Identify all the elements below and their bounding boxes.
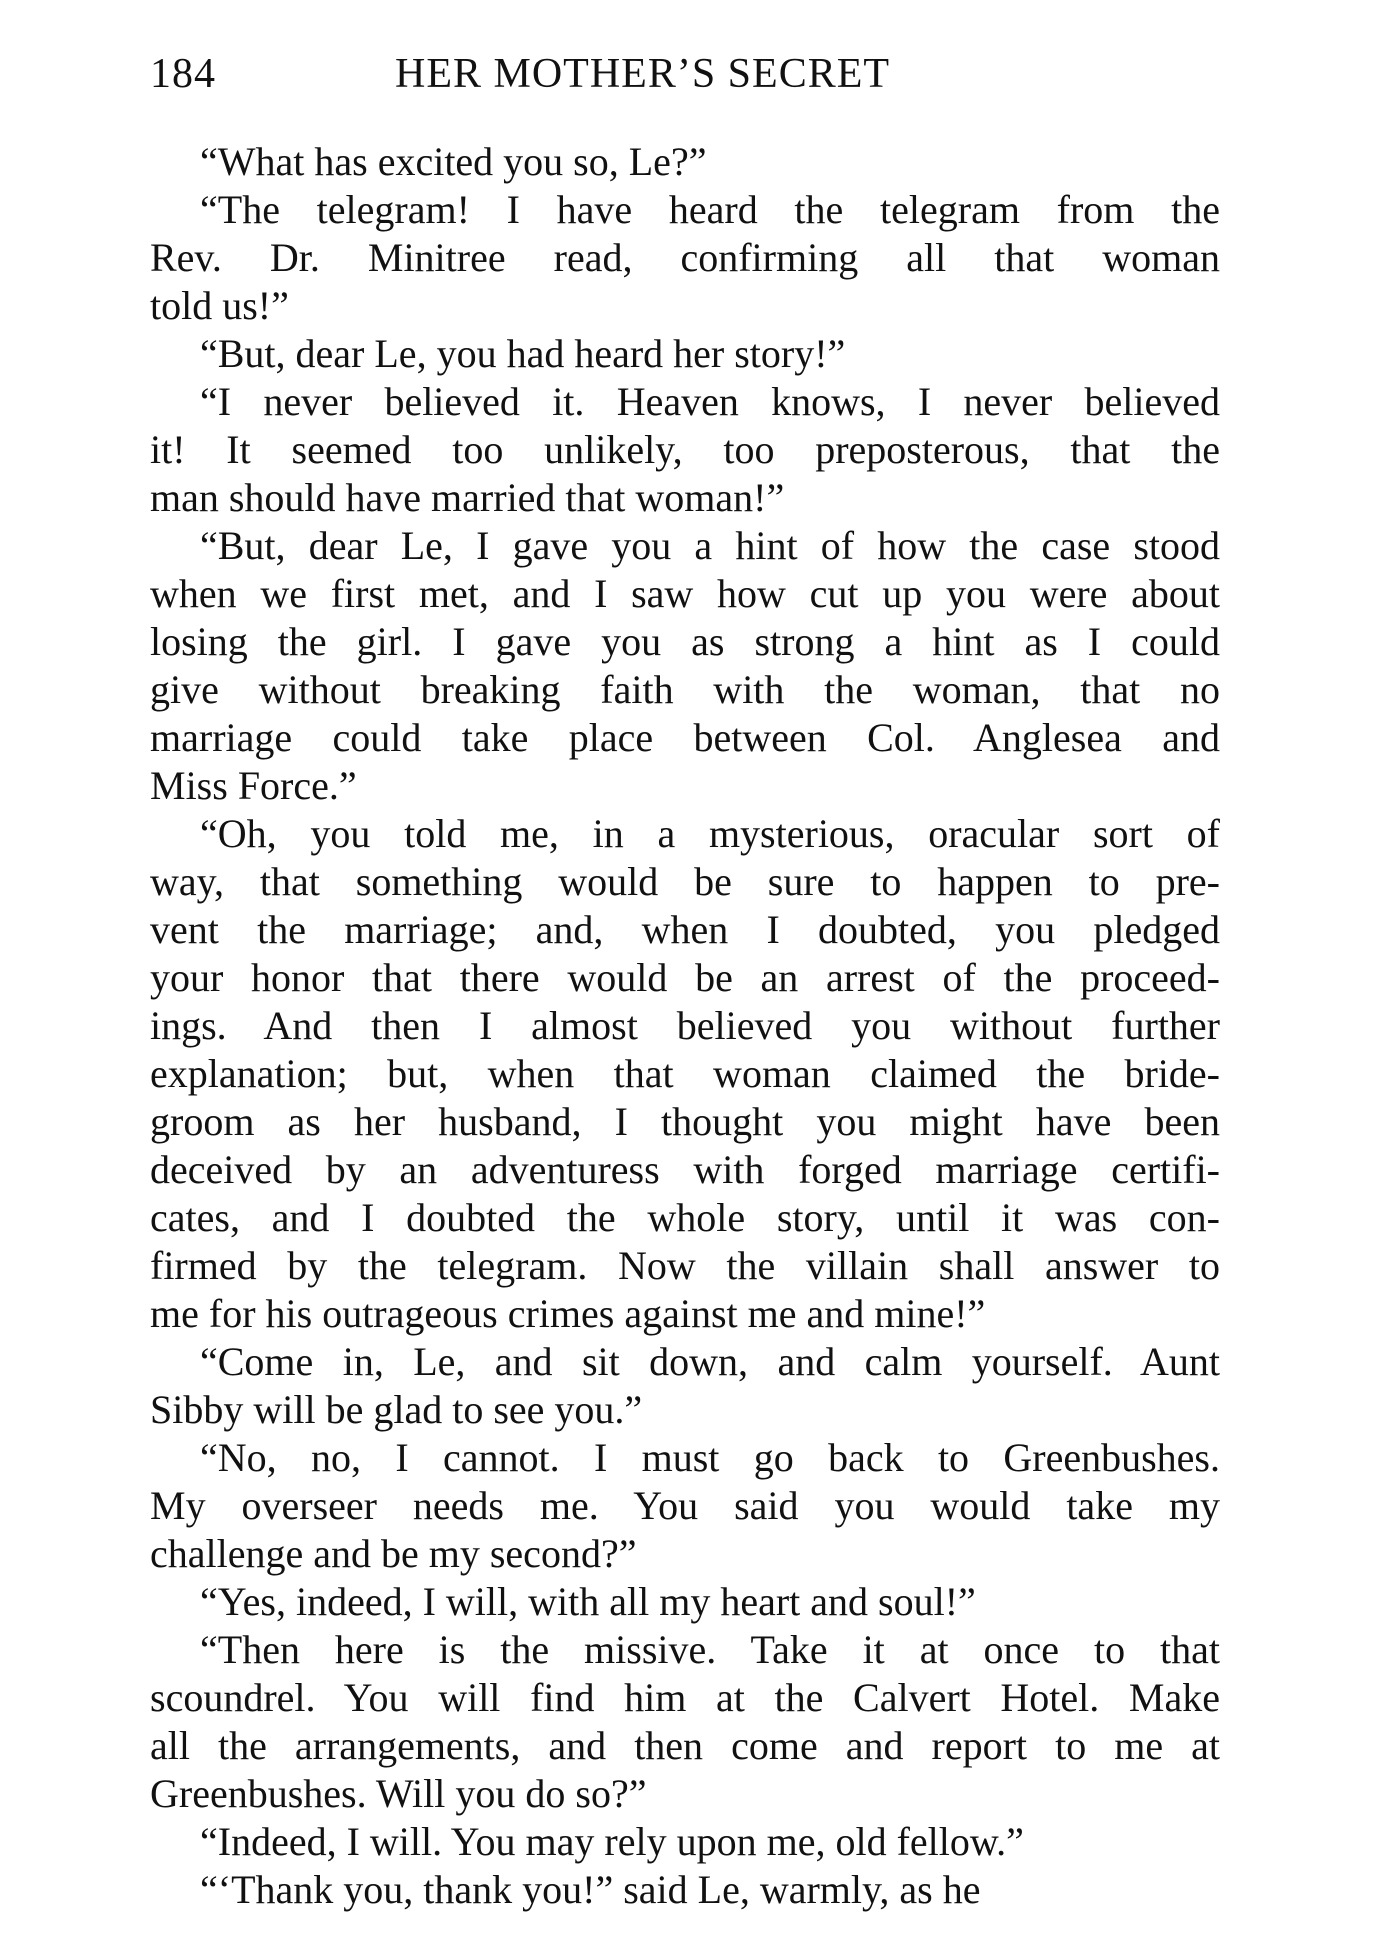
text-line: it! It seemed too unlikely, too preposterous, that the (150, 427, 1220, 472)
text-line: “What has excited you so, Le?” (200, 139, 707, 184)
text-line: ings. And then I almost believed you without further (150, 1003, 1220, 1048)
paragraph (150, 1818, 1220, 1866)
paragraph (150, 186, 1220, 330)
paragraph (150, 138, 1220, 186)
paragraph (150, 1434, 1220, 1578)
paragraph (150, 1626, 1220, 1818)
text-line: explanation; but, when that woman claimed the bride- (150, 1051, 1220, 1096)
text-line: all the arrangements, and then come and report to me at (150, 1723, 1220, 1768)
body-text (150, 138, 1220, 1914)
text-line: “But, dear Le, you had heard her story!” (200, 331, 846, 376)
text-line: give without breaking faith with the woman, that no (150, 667, 1220, 712)
text-line: cates, and I doubted the whole story, until it was con- (150, 1195, 1220, 1240)
paragraph (150, 1578, 1220, 1626)
text-line: Rev. Dr. Minitree read, confirming all that woman (150, 235, 1220, 280)
text-line: firmed by the telegram. Now the villain shall answer to (150, 1243, 1220, 1288)
paragraph (150, 330, 1220, 378)
page-header (150, 50, 1220, 110)
paragraph (150, 522, 1220, 810)
text-line: Sibby will be glad to see you.” (150, 1387, 643, 1432)
paragraph (150, 1338, 1220, 1434)
text-line: challenge and be my second?” (150, 1531, 637, 1576)
text-line: Greenbushes. Will you do so?” (150, 1771, 647, 1816)
text-line: vent the marriage; and, when I doubted, you pledged (150, 907, 1220, 952)
text-line: “I never believed it. Heaven knows, I never believed (200, 379, 1220, 424)
text-line: your honor that there would be an arrest of the proceed- (150, 955, 1220, 1000)
text-line: groom as her husband, I thought you might have been (150, 1099, 1220, 1144)
text-line: My overseer needs me. You said you would take my (150, 1483, 1220, 1528)
text-line: “But, dear Le, I gave you a hint of how the case stood (200, 523, 1220, 568)
paragraph (150, 378, 1220, 522)
text-line: scoundrel. You will find him at the Calvert Hotel. Make (150, 1675, 1220, 1720)
text-line: losing the girl. I gave you as strong a hint as I could (150, 619, 1220, 664)
text-line: “‘Thank you, thank you!” said Le, warmly, as he (200, 1867, 981, 1912)
page-number: 184 (150, 51, 216, 97)
running-head: HER MOTHER’S SECRET (395, 51, 891, 97)
text-line: “The telegram! I have heard the telegram from the (200, 187, 1220, 232)
text-line: “Indeed, I will. You may rely upon me, old fellow.” (200, 1819, 1024, 1864)
text-line: Miss Force.” (150, 763, 357, 808)
paragraph (150, 810, 1220, 1338)
text-line: “No, no, I cannot. I must go back to Greenbushes. (200, 1435, 1220, 1480)
text-line: me for his outrageous crimes against me and mine!” (150, 1291, 986, 1336)
text-line: deceived by an adventuress with forged marriage certifi- (150, 1147, 1220, 1192)
text-line: “Then here is the missive. Take it at once to that (200, 1627, 1220, 1672)
book-page (150, 50, 1220, 1914)
text-line: “Yes, indeed, I will, with all my heart and soul!” (200, 1579, 976, 1624)
text-line: when we first met, and I saw how cut up you were about (150, 571, 1220, 616)
text-line: way, that something would be sure to happen to pre- (150, 859, 1220, 904)
text-line: man should have married that woman!” (150, 475, 785, 520)
text-line: “Oh, you told me, in a mysterious, oracular sort of (200, 811, 1220, 856)
text-line: “Come in, Le, and sit down, and calm yourself. Aunt (200, 1339, 1220, 1384)
text-line: told us!” (150, 283, 289, 328)
paragraph (150, 1866, 1220, 1914)
text-line: marriage could take place between Col. Anglesea and (150, 715, 1220, 760)
